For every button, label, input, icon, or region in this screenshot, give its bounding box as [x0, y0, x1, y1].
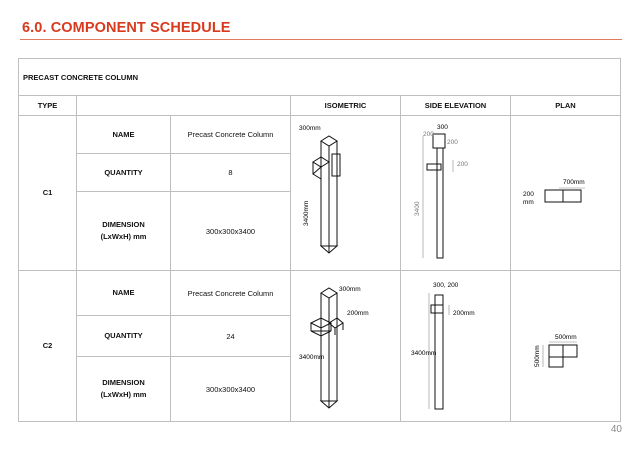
component-schedule-table: [18, 58, 621, 422]
dimension-label: [77, 357, 171, 422]
quantity-label: QUANTITY: [77, 154, 171, 192]
header-isometric: ISOMETRIC: [291, 96, 401, 116]
dimension-value: 300x300x3400: [171, 357, 291, 422]
table-banner: PRECAST CONCRETE COLUMN: [19, 59, 621, 96]
header-type: TYPE: [19, 96, 77, 116]
plan-depth-dim: 500mm: [534, 345, 541, 367]
side-elevation-drawing: [401, 271, 511, 422]
plan-depth-unit: mm: [523, 199, 534, 206]
column-plan-svg: [511, 271, 621, 421]
iso-height-dim: 3400mm: [299, 354, 325, 361]
side-right-dim: 200: [457, 161, 468, 168]
column-side-elevation-svg: [401, 116, 511, 270]
header-side-elevation: SIDE ELEVATION: [401, 96, 511, 116]
side-elevation-drawing: [401, 116, 511, 271]
dimension-label-line2: (LxWxH) mm: [100, 232, 147, 242]
column-isometric-svg: [291, 116, 401, 270]
plan-depth-dim: 200: [523, 191, 534, 198]
isometric-drawing: [291, 116, 401, 271]
plan-drawing: [511, 116, 621, 271]
header-plan: PLAN: [511, 96, 621, 116]
quantity-value: 8: [171, 154, 291, 192]
plan-drawing: [511, 271, 621, 422]
side-mid-dim: 200: [447, 139, 458, 146]
dimension-label-line1: DIMENSION: [102, 378, 145, 388]
side-right-dim: 200mm: [453, 310, 475, 317]
name-label: NAME: [77, 271, 171, 316]
dimension-label-line2: (LxWxH) mm: [100, 390, 147, 400]
side-height-dim: 3400mm: [411, 350, 437, 357]
quantity-label: QUANTITY: [77, 316, 171, 357]
iso-top-dim: 300mm: [339, 286, 361, 293]
page-title: 6.0. COMPONENT SCHEDULE: [22, 20, 231, 36]
side-top-dim: 300, 200: [433, 282, 459, 289]
iso-height-dim: 3400mm: [303, 200, 310, 226]
quantity-value: 24: [171, 316, 291, 357]
name-label: NAME: [77, 116, 171, 154]
column-side-elevation-svg: [401, 271, 511, 421]
isometric-drawing: [291, 271, 401, 422]
dimension-label: [77, 192, 171, 271]
title-divider: [20, 39, 622, 40]
page-number: 40: [610, 424, 622, 435]
type-cell: C2: [19, 271, 77, 422]
side-left-dim: 200: [423, 131, 434, 138]
plan-width-dim: 700mm: [563, 179, 585, 186]
column-isometric-svg: [291, 271, 401, 421]
side-top-dim: 300: [437, 124, 448, 131]
side-height-dim: 3400: [414, 201, 421, 216]
column-plan-svg: [511, 116, 621, 270]
type-cell: C1: [19, 116, 77, 271]
name-value: Precast Concrete Column: [171, 116, 291, 154]
iso-side-dim: 200mm: [347, 310, 369, 317]
iso-top-dim: 300mm: [299, 125, 321, 132]
header-spacer: [77, 96, 291, 116]
name-value: Precast Concrete Column: [171, 271, 291, 316]
plan-width-dim: 500mm: [555, 334, 577, 341]
dimension-value: 300x300x3400: [171, 192, 291, 271]
dimension-label-line1: DIMENSION: [102, 220, 145, 230]
